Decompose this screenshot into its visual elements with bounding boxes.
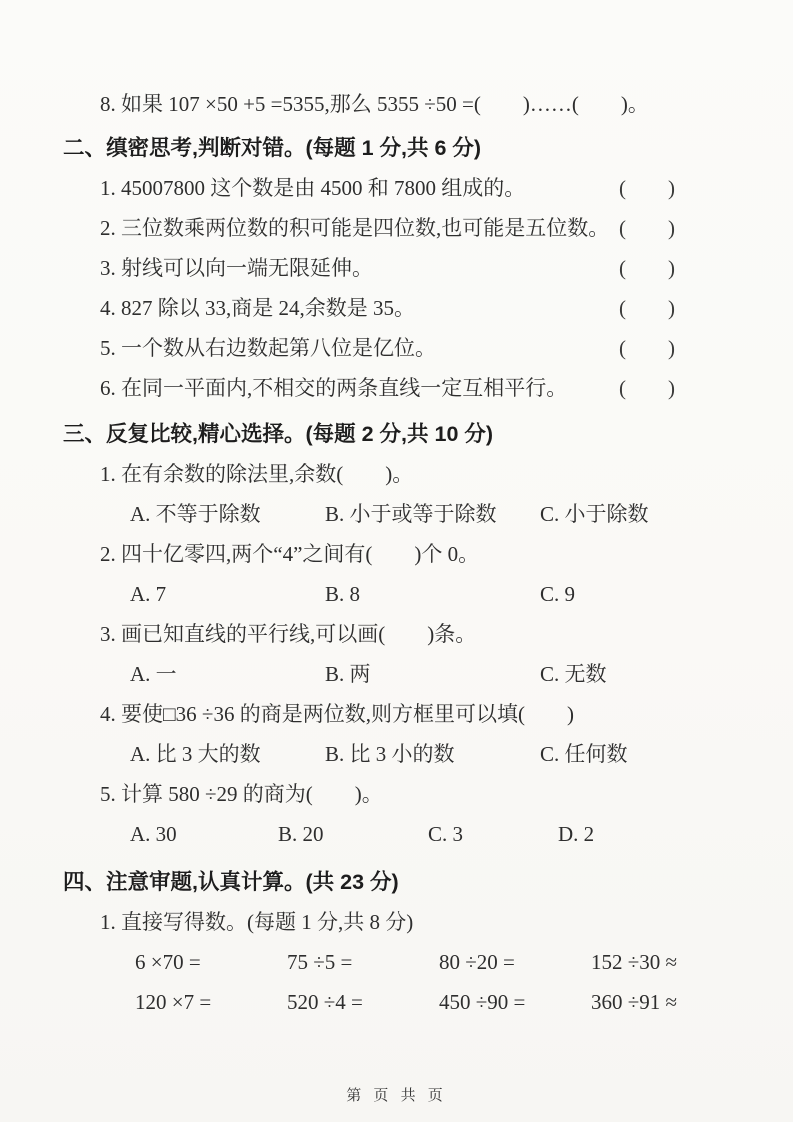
choice-question-1-options (0, 494, 793, 534)
choice-question-2-option-a: A. 7 (130, 582, 167, 606)
calc-expression-4: 152 ÷30 ≈ (591, 950, 678, 974)
choice-question-5-options (0, 814, 793, 854)
choice-question-3-option-c: C. 无数 (540, 662, 607, 686)
judge-question-2-text: 2. 三位数乘两位数的积可能是四位数,也可能是五位数。 (100, 216, 610, 240)
judge-question-2 (0, 208, 793, 248)
judge-question-4-text: 4. 827 除以 33,商是 24,余数是 35。 (100, 296, 415, 320)
judge-question-1-answer-blank: ( ) (619, 176, 675, 200)
judge-question-3-text: 3. 射线可以向一端无限延伸。 (100, 256, 373, 280)
judge-question-1-text: 1. 45007800 这个数是由 4500 和 7800 组成的。 (100, 176, 526, 200)
choice-question-5-option-a: A. 30 (130, 822, 177, 846)
choice-question-3-option-b: B. 两 (325, 662, 371, 686)
calc-expression-5: 120 ×7 = (135, 990, 212, 1014)
choice-question-5: 5. 计算 580 ÷29 的商为( )。 (100, 782, 383, 806)
choice-question-5-option-c: C. 3 (428, 822, 464, 846)
choice-question-3-option-a: A. 一 (130, 662, 177, 686)
choice-question-4: 4. 要使□36 ÷36 的商是两位数,则方框里可以填( ) (100, 702, 574, 726)
judge-question-5 (0, 328, 793, 368)
question-8: 8. 如果 107 ×50 +5 =5355,那么 5355 ÷50 =( )……( )。 (100, 92, 649, 116)
judge-question-2-answer-blank: ( ) (619, 216, 675, 240)
choice-question-3-options (0, 654, 793, 694)
page-footer: 第 页 共 页 (346, 1087, 447, 1104)
choice-question-4-option-b: B. 比 3 小的数 (325, 742, 455, 766)
choice-question-3: 3. 画已知直线的平行线,可以画( )条。 (100, 622, 477, 646)
judge-question-6-text: 6. 在同一平面内,不相交的两条直线一定互相平行。 (100, 376, 568, 400)
judge-question-6-answer-blank: ( ) (619, 376, 675, 400)
section-4-heading: 四、注意审题,认真计算。(共 23 分) (63, 870, 399, 894)
calc-expression-6: 520 ÷4 = (287, 990, 363, 1014)
choice-question-4-option-a: A. 比 3 大的数 (130, 742, 261, 766)
judge-question-3-answer-blank: ( ) (619, 256, 675, 280)
choice-question-2-option-b: B. 8 (325, 582, 361, 606)
section-4-subheading: 1. 直接写得数。(每题 1 分,共 8 分) (100, 910, 414, 934)
calc-expression-7: 450 ÷90 = (439, 990, 526, 1014)
choice-question-4-option-c: C. 任何数 (540, 742, 628, 766)
choice-question-1-option-a: A. 不等于除数 (130, 502, 261, 526)
choice-question-2-options (0, 574, 793, 614)
judge-question-5-text: 5. 一个数从右边数起第八位是亿位。 (100, 336, 436, 360)
choice-question-1-option-c: C. 小于除数 (540, 502, 649, 526)
choice-question-5-option-b: B. 20 (278, 822, 324, 846)
choice-question-1: 1. 在有余数的除法里,余数( )。 (100, 462, 414, 486)
judge-question-1 (0, 168, 793, 208)
calc-expression-1: 6 ×70 = (135, 950, 201, 974)
section-3-heading: 三、反复比较,精心选择。(每题 2 分,共 10 分) (63, 422, 494, 446)
judge-question-6 (0, 368, 793, 408)
judge-question-5-answer-blank: ( ) (619, 336, 675, 360)
judge-question-3 (0, 248, 793, 288)
judge-question-4 (0, 288, 793, 328)
choice-question-2: 2. 四十亿零四,两个“4”之间有( )个 0。 (100, 542, 480, 566)
calc-expression-8: 360 ÷91 ≈ (591, 990, 678, 1014)
choice-question-1-option-b: B. 小于或等于除数 (325, 502, 497, 526)
calc-row-2 (0, 982, 793, 1022)
choice-question-4-options (0, 734, 793, 774)
calc-expression-2: 75 ÷5 = (287, 950, 353, 974)
choice-question-5-option-d: D. 2 (558, 822, 595, 846)
judge-question-4-answer-blank: ( ) (619, 296, 675, 320)
calc-row-1 (0, 942, 793, 982)
choice-question-2-option-c: C. 9 (540, 582, 576, 606)
calc-expression-3: 80 ÷20 = (439, 950, 515, 974)
section-2-heading: 二、缜密思考,判断对错。(每题 1 分,共 6 分) (63, 136, 482, 160)
